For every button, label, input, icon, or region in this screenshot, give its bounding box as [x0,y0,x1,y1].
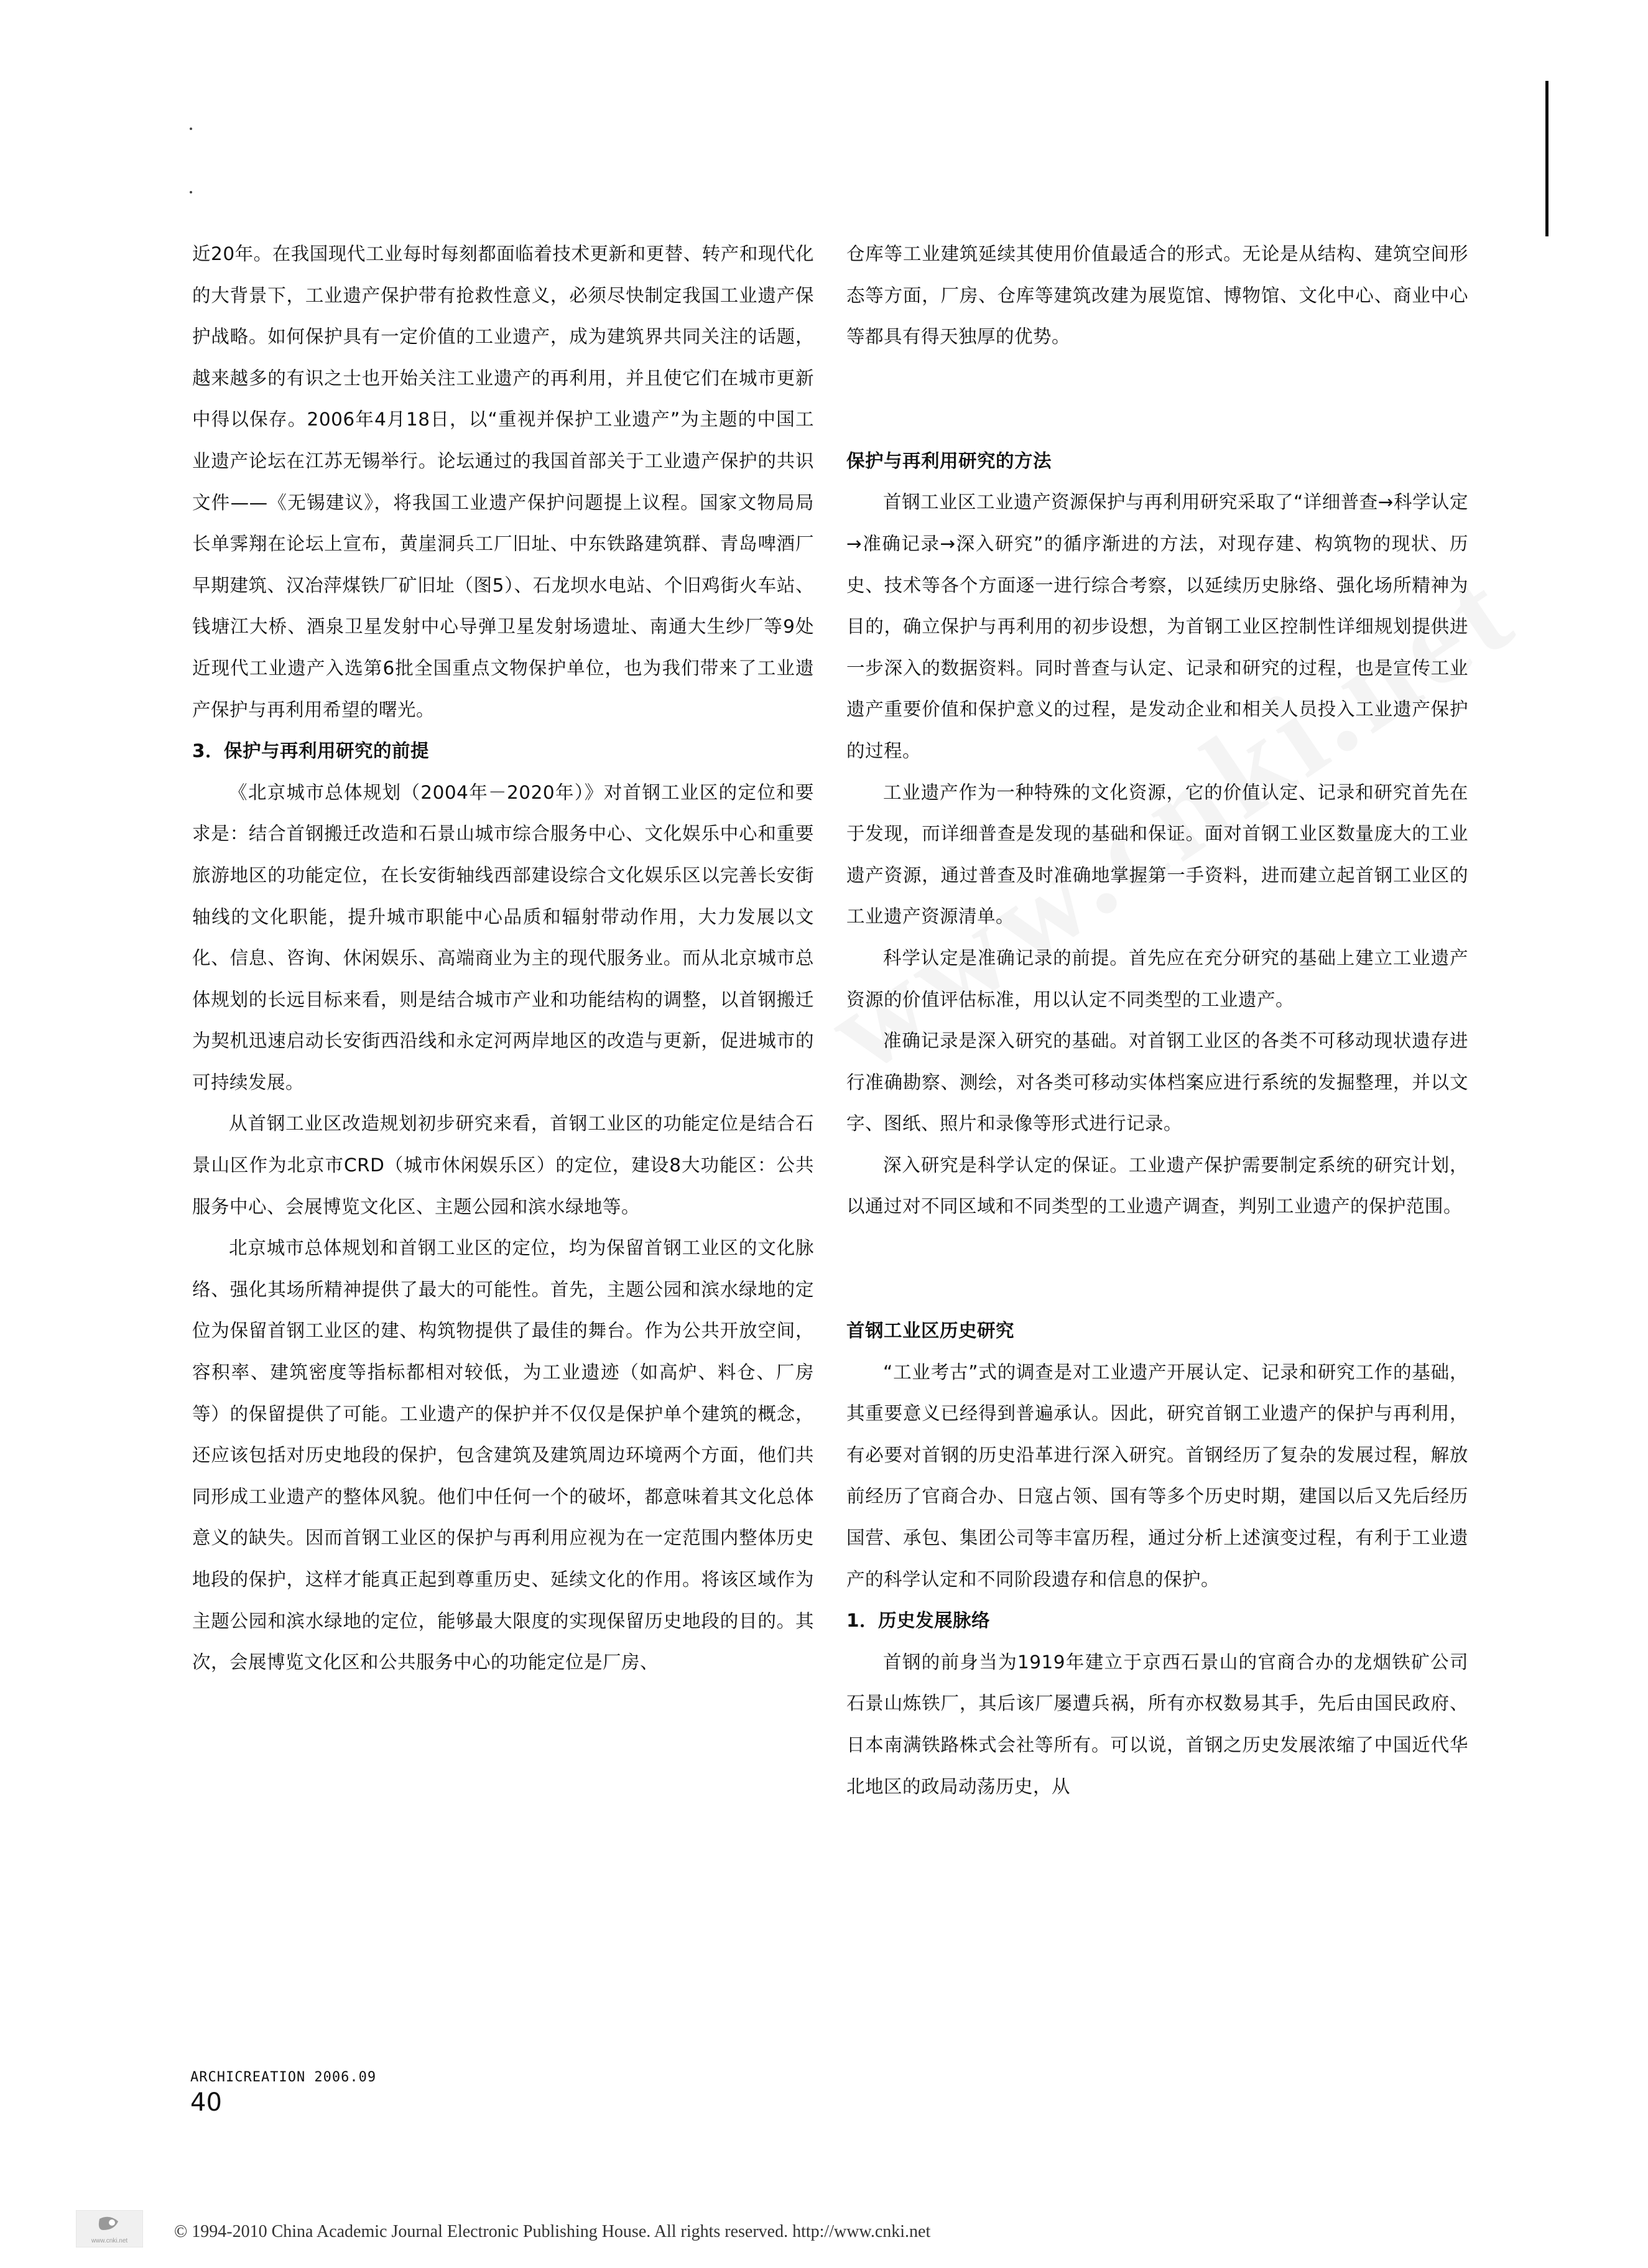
left-column [192,233,814,1683]
logo-text: www.cnki.net [91,2238,128,2244]
subsection-heading: 1．历史发展脉络 [846,1610,991,1632]
paragraph: 《北京城市总体规划（2004年－2020年）》对首钢工业区的定位和要求是：结合首钢搬迁改造和石景山城市综合服务中心、文化娱乐中心和重要旅游地区的功能定位，在长安街轴线西部建设综合文化娱乐区以完善长安街轴线的文化职能，提升城市职能中心品质和辐射带动作用，大力发展以文化、信息、咨询、休闲娱乐、高端商业为主的现代服务业。而从北京城市总体规划的长远目标来看，则是结合城市产业和功能结构的调整，以首钢搬迁为契机迅速启动长安街西沿线和永定河两岸地区的改造与更新，促进城市的可持续发展。 [192,781,814,1093]
spacer [846,358,1468,440]
paragraph: 首钢工业区工业遗产资源保护与再利用研究采取了“详细普查→科学认定→准确记录→深入研究”的循序渐进的方法，对现存建、构筑物的现状、历史、技术等各个方面逐一进行综合考察，以延续历史脉络、强化场所精神为目的，确立保护与再利用的初步设想，为首钢工业区控制性详细规划提供进一步深入的数据资料。同时普查与认定、记录和研究的过程，也是宣传工业遗产重要价值和保护意义的过程，是发动企业和相关人员投入工业遗产保护的过程。 [846,491,1469,761]
page-number: 40 [190,2088,222,2117]
paragraph: 准确记录是深入研究的基础。对首钢工业区的各类不可移动现状遗存进行准确勘察、测绘，对各类可移动实体档案应进行系统的发掘整理，并以文字、图纸、照片和录像等形式进行记录。 [846,1030,1468,1135]
margin-rule [1545,81,1548,236]
paragraph: 深入研究是科学认定的保证。工业遗产保护需要制定系统的研究计划，以通过对不同区域和不同类型的工业遗产调查，判别工业遗产的保护范围。 [846,1154,1468,1217]
section-heading: 3．保护与再利用研究的前提 [192,740,430,762]
spacer [846,1227,1468,1310]
paragraph: 工业遗产作为一种特殊的文化资源，它的价值认定、记录和研究首先在于发现，而详细普查是发现的基础和保证。面对首钢工业区数量庞大的工业遗产资源，通过普查及时准确地掌握第一手资料，进而建立起首钢工业区的工业遗产资源清单。 [846,781,1468,927]
paragraph: 从首钢工业区改造规划初步研究来看，首钢工业区的功能定位是结合石景山区作为北京市CRD（城市休闲娱乐区）的定位，建设8大功能区：公共服务中心、会展博览文化区、主题公园和滨水绿地等。 [192,1113,814,1217]
scan-dot [190,128,192,130]
copyright-notice: © 1994-2010 China Academic Journal Electronic Publishing House. All rights reserved. http://www.cnki.net [174,2222,931,2241]
section-title: 保护与再利用研究的方法 [846,450,1052,472]
right-column [846,233,1468,1807]
paragraph: 仓库等工业建筑延续其使用价值最适合的形式。无论是从结构、建筑空间形态等方面，厂房、仓库等建筑改建为展览馆、博物馆、文化中心、商业中心等都具有得天独厚的优势。 [846,243,1468,348]
section-title: 首钢工业区历史研究 [846,1320,1015,1342]
journal-footer: ARCHICREATION 2006.09 [190,2070,377,2085]
paragraph: 首钢的前身当为1919年建立于京西石景山的官商合办的龙烟铁矿公司石景山炼铁厂，其后该厂屡遭兵祸，所有亦权数易其手，先后由国民政府、日本南满铁路株式会社等所有。可以说，首钢之历史发展浓缩了中国近代华北地区的政局动荡历史，从 [846,1651,1468,1797]
paragraph: 近20年。在我国现代工业每时每刻都面临着技术更新和更替、转产和现代化的大背景下，工业遗产保护带有抢救性意义，必须尽快制定我国工业遗产保护战略。如何保护具有一定价值的工业遗产，成为建筑界共同关注的话题，越来越多的有识之士也开始关注工业遗产的再利用，并且使它们在城市更新中得以保存。2006年4月18日，以“重视并保护工业遗产”为主题的中国工业遗产论坛在江苏无锡举行。论坛通过的我国首部关于工业遗产保护的共识文件——《无锡建议》，将我国工业遗产保护问题提上议程。国家文物局局长单霁翔在论坛上宣布，黄崖洞兵工厂旧址、中东铁路建筑群、青岛啤酒厂早期建筑、汉冶萍煤铁厂矿旧址（图5）、石龙坝水电站、个旧鸡街火车站、钱塘江大桥、酒泉卫星发射中心导弹卫星发射场遗址、南通大生纱厂等9处近现代工业遗产入选第6批全国重点文物保护单位，也为我们带来了工业遗产保护与再利用希望的曙光。 [192,243,814,720]
cnki-logo-icon [76,2210,143,2247]
scan-dot [190,191,192,193]
paragraph: 北京城市总体规划和首钢工业区的定位，均为保留首钢工业区的文化脉络、强化其场所精神提供了最大的可能性。首先，主题公园和滨水绿地的定位为保留首钢工业区的建、构筑物提供了最佳的舞台。作为公共开放空间，容积率、建筑密度等指标都相对较低，为工业遗迹（如高炉、料仓、厂房等）的保留提供了可能。工业遗产的保护并不仅仅是保护单个建筑的概念，还应该包括对历史地段的保护，包含建筑及建筑周边环境两个方面，他们共同形成工业遗产的整体风貌。他们中任何一个的破坏，都意味着其文化总体意义的缺失。因而首钢工业区的保护与再利用应视为在一定范围内整体历史地段的保护，这样才能真正起到尊重历史、延续文化的作用。将该区域作为主题公园和滨水绿地的定位，能够最大限度的实现保留历史地段的目的。其次，会展博览文化区和公共服务中心的功能定位是厂房、 [192,1237,814,1673]
paragraph: “工业考古”式的调查是对工业遗产开展认定、记录和研究工作的基础，其重要意义已经得到普遍承认。因此，研究首钢工业遗产的保护与再利用，有必要对首钢的历史沿革进行深入研究。首钢经历了复杂的发展过程，解放前经历了官商合办、日寇占领、国有等多个历史时期，建国以后又先后经历国营、承包、集团公司等丰富历程，通过分析上述演变过程，有利于工业遗产的科学认定和不同阶段遗存和信息的保护。 [846,1361,1468,1590]
paragraph: 科学认定是准确记录的前提。首先应在充分研究的基础上建立工业遗产资源的价值评估标准，用以认定不同类型的工业遗产。 [846,947,1468,1010]
